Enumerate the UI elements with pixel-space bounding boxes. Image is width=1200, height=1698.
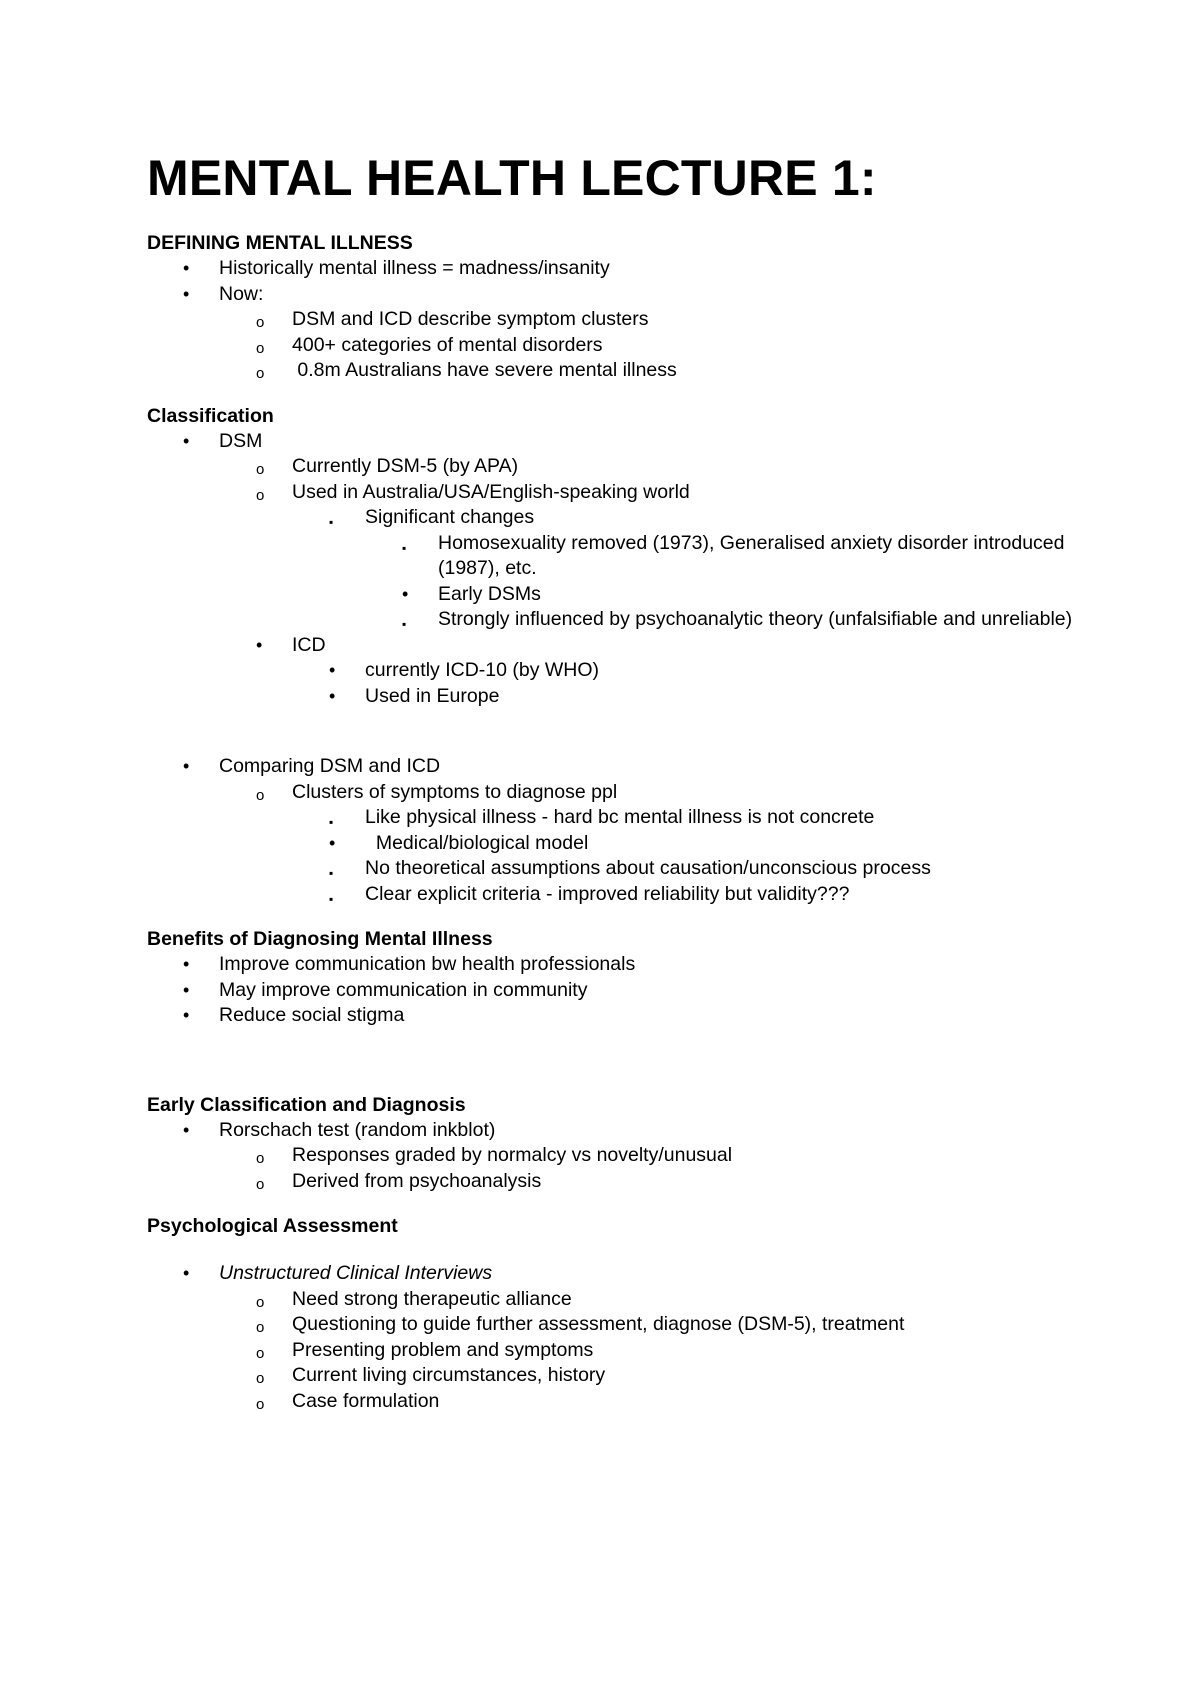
list-item: o 400+ categories of mental disorders — [147, 333, 1120, 359]
list-item: ▪ Clear explicit criteria - improved reliability but validity??? — [147, 882, 1120, 908]
list-item: o 0.8m Australians have severe mental illness — [147, 358, 1120, 384]
list-item: • DSM — [147, 429, 1120, 455]
circle-marker: o — [256, 365, 265, 382]
list-item: o Used in Australia/USA/English-speaking world — [147, 480, 1120, 506]
section-heading: Classification — [147, 404, 274, 427]
square-marker: ▪ — [402, 617, 407, 631]
circle-marker: o — [256, 1150, 265, 1167]
document-title: MENTAL HEALTH LECTURE 1: — [147, 150, 877, 206]
list-item: • Unstructured Clinical Interviews — [147, 1261, 1120, 1287]
bullet-marker: • — [183, 283, 190, 304]
list-item: • Improve communication bw health professionals — [147, 952, 1120, 978]
section-heading: Benefits of Diagnosing Mental Illness — [147, 928, 493, 950]
list-item: • ICD — [147, 633, 1120, 659]
section-benefits — [147, 927, 1120, 1029]
list-item: o Clusters of symptoms to diagnose ppl — [147, 780, 1120, 806]
square-marker: ▪ — [329, 815, 334, 829]
square-marker: ▪ — [329, 866, 334, 880]
circle-marker: o — [256, 339, 265, 357]
list-item: • Rorschach test (random inkblot) — [147, 1118, 1120, 1144]
list-item: • Comparing DSM and ICD — [147, 754, 1120, 780]
bullet-marker: • — [183, 979, 190, 1000]
square-marker: ▪ — [329, 891, 334, 906]
circle-marker: o — [256, 1395, 265, 1413]
list-item: o Questioning to guide further assessment, diagnose (DSM-5), treatment — [147, 1312, 1120, 1338]
section-early-classification — [147, 1093, 1120, 1195]
bullet-marker: • — [183, 954, 190, 974]
circle-marker: o — [256, 786, 265, 804]
square-marker: ▪ — [402, 540, 407, 555]
list-item: o Need strong therapeutic alliance — [147, 1287, 1120, 1313]
square-marker: ▪ — [329, 515, 334, 529]
circle-marker: o — [256, 1370, 265, 1387]
list-item: o Case formulation — [147, 1389, 1120, 1415]
bullet-marker: • — [183, 258, 190, 278]
bullet-marker: • — [183, 1119, 190, 1140]
circle-marker: o — [256, 1175, 265, 1193]
bullet-marker: • — [329, 832, 336, 853]
bullet-marker: • — [183, 756, 190, 776]
list-item: • May improve communication in community — [147, 978, 1120, 1004]
bullet-marker: • — [402, 583, 409, 604]
circle-marker: o — [256, 486, 265, 504]
list-item: ▪ Like physical illness - hard bc mental illness is not concrete — [147, 805, 1120, 831]
list-item: o Presenting problem and symptoms — [147, 1338, 1120, 1364]
section-heading: Psychological Assessment — [147, 1215, 398, 1237]
section-classification — [147, 404, 1120, 908]
bullet-marker: • — [183, 1263, 190, 1283]
list-item: o Current living circumstances, history — [147, 1363, 1120, 1389]
list-item: • Early DSMs — [147, 582, 1120, 608]
list-item: • Reduce social stigma — [147, 1003, 1120, 1029]
bullet-marker: • — [256, 634, 263, 655]
bullet-marker: • — [183, 1005, 190, 1025]
list-item: o Derived from psychoanalysis — [147, 1169, 1120, 1195]
list-item: • Historically mental illness = madness/insanity — [147, 256, 1120, 282]
list-item: • Now: — [147, 282, 1120, 308]
list-item: ▪ Significant changes — [147, 505, 1120, 531]
bullet-marker: • — [329, 685, 336, 706]
list-item: ▪ Homosexuality removed (1973), Generalised anxiety disorder introduced (1987), etc. — [402, 531, 1065, 579]
list-item: • Medical/biological model — [147, 831, 1120, 857]
list-item: o Currently DSM-5 (by APA) — [147, 454, 1120, 480]
section-heading: Early Classification and Diagnosis — [147, 1093, 466, 1116]
circle-marker: o — [256, 314, 265, 331]
section-defining — [147, 231, 1120, 384]
section-psychological-assessment — [147, 1214, 1120, 1414]
section-heading: DEFINING MENTAL ILLNESS — [147, 232, 413, 254]
circle-marker: o — [256, 1344, 265, 1362]
list-item: • currently ICD-10 (by WHO) — [147, 658, 1120, 684]
bullet-marker: • — [183, 430, 190, 451]
list-item: o Responses graded by normalcy vs novelty/unusual — [147, 1143, 1120, 1169]
circle-marker: o — [256, 1293, 265, 1311]
circle-marker: o — [256, 1319, 265, 1336]
list-item: o DSM and ICD describe symptom clusters — [147, 307, 1120, 333]
bullet-marker: • — [329, 660, 336, 680]
list-item: ▪ Strongly influenced by psychoanalytic theory (unfalsifiable and unreliable) — [147, 607, 1120, 633]
circle-marker: o — [256, 461, 265, 478]
list-item: • Used in Europe — [147, 684, 1120, 710]
list-item: ▪ No theoretical assumptions about causation/unconscious process — [147, 856, 1120, 882]
